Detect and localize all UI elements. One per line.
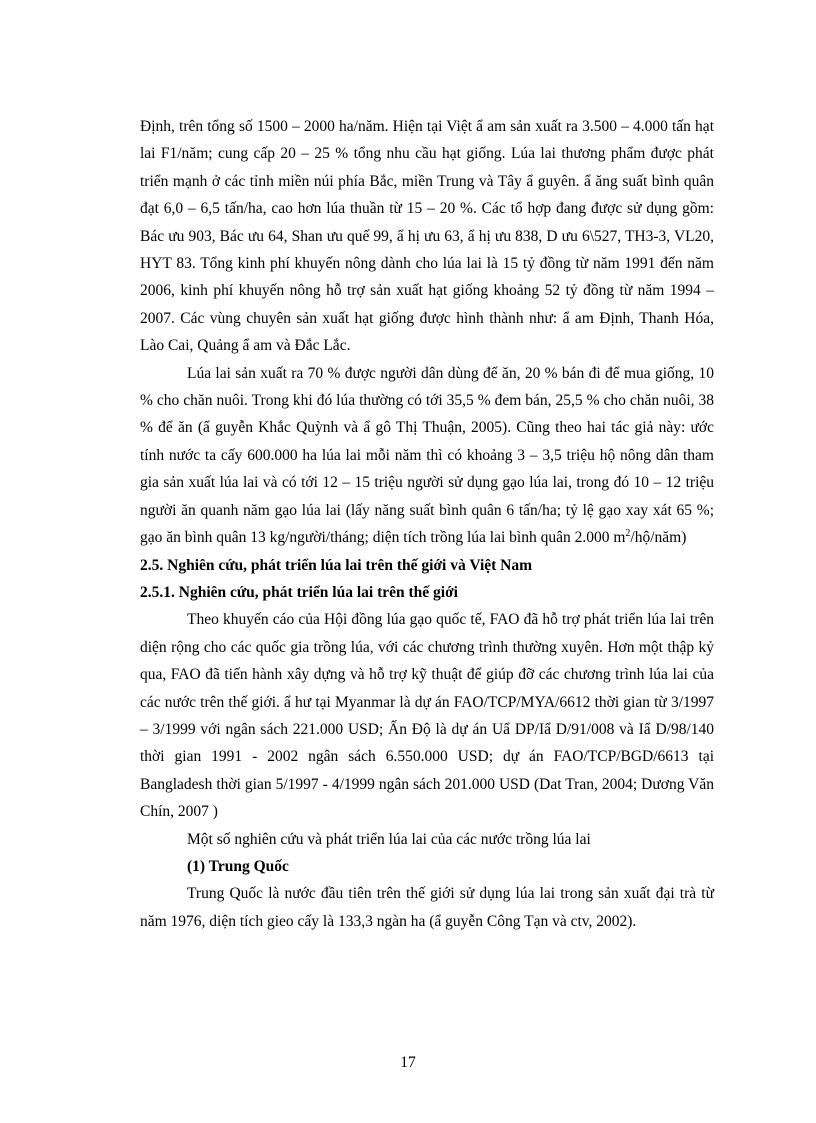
section-heading-2-5: 2.5. Nghiên cứu, phát triển lúa lai trên thế giới và Việt Nam bbox=[140, 556, 533, 574]
paragraph-usage-main: Lúa lai sản xuất ra 70 % được người dân dùng để ăn, 20 % bán đi để mua giống, 10 % cho chăn nuôi. Trong khi đó lúa thường có tới 35,5 % đem bán, 25,5 % cho chăn nuôi, 38 % để ăn (ẩ guyễn Khắc Quỳnh và ẩ gô Thị Thuận, 2005). Cũng theo hai tác giả này: ước tính nước ta cấy 600.000 ha lúa lai mỗi năm thì có khoảng 3 – 3,5 triệu hộ nông dân tham gia sản xuất lúa lai và có tới 12 – 15 triệu người sử dụng gạo lúa lai, trong đó 10 – 12 triệu người ăn quanh năm gạo lúa lai (lấy năng suất bình quân 6 tấn/ha; tỷ lệ gạo xay xát 65 %; gạo ăn bình quân 13 kg/người/tháng; diện tích trồng lúa lai bình quân 2.000 m bbox=[140, 364, 714, 547]
paragraph-usage-tail: /hộ/năm) bbox=[630, 529, 687, 547]
section-heading-2-5-1: 2.5.1. Nghiên cứu, phát triển lúa lai trên thế giới bbox=[140, 583, 458, 601]
paragraph-fao-support: Theo khuyến cáo của Hội đồng lúa gạo quốc tế, FAO đã hỗ trợ phát triển lúa lai trên diện rộng cho các quốc gia trồng lúa, với các chương trình thường xuyên. Hơn một thập kỷ qua, FAO đã tiến hành xây dựng và hỗ trợ kỹ thuật để giúp đỡ các chương trình lúa lai của các nước trên thế giới. ẩ hư tại Myanmar là dự án FAO/TCP/MYA/6612 thời gian từ 3/1997 – 3/1999 với ngân sách 221.000 USD; Ấn Độ là dự án Uẩ DP/Iẩ D/91/008 và Iẩ D/98/140 thời gian 1991 - 2002 ngân sách 6.550.000 USD; dự án FAO/TCP/BGD/6613 tại Bangladesh thời gian 5/1997 - 4/1999 ngân sách 201.000 USD (Dat Tran, 2004; Dương Văn Chín, 2007 ) bbox=[140, 611, 714, 821]
subheading-china: (1) Trung Quốc bbox=[187, 857, 289, 875]
paragraph-intro-countries: Một số nghiên cứu và phát triển lúa lai của các nước trồng lúa lai bbox=[187, 830, 591, 848]
paragraph-china: Trung Quốc là nước đầu tiên trên thế giới sử dụng lúa lai trong sản xuất đại trà từ năm 1976, diện tích gieo cấy là 133,3 ngàn ha (ẩ guyễn Công Tạn và ctv, 2002). bbox=[140, 885, 714, 930]
superscript-square: 2 bbox=[625, 527, 631, 539]
body-text bbox=[140, 113, 714, 935]
paragraph-hybrid-rice-usage bbox=[140, 360, 714, 552]
paragraph-hybrid-rice-vietnam: Định, trên tổng số 1500 – 2000 ha/năm. Hiện tại Việt ẩ am sản xuất ra 3.500 – 4.000 tấn hạt lai F1/năm; cung cấp 20 – 25 % tổng nhu cầu hạt giống. Lúa lai thương phẩm được phát triển mạnh ở các tỉnh miền núi phía Bắc, miền Trung và Tây ẩ guyên. ẩ ăng suất bình quân đạt 6,0 – 6,5 tấn/ha, cao hơn lúa thuần từ 15 – 20 %. Các tổ hợp đang được sử dụng gồm: Bác ưu 903, Bác ưu 64, Shan ưu quế 99, ẩ hị ưu 63, ẩ hị ưu 838, D ưu 6\527, TH3-3, VL20, HYT 83. Tổng kinh phí khuyến nông dành cho lúa lai là 15 tỷ đồng từ năm 1991 đến năm 2006, kinh phí khuyến nông hỗ trợ sản xuất hạt giống khoảng 52 tỷ đồng từ năm 1994 – 2007. Các vùng chuyên sản xuất hạt giống được hình thành như: ẩ am Định, Thanh Hóa, Lào Cai, Quảng ẩ am và Đắc Lắc. bbox=[140, 118, 714, 355]
page-number: 17 bbox=[400, 1054, 416, 1071]
